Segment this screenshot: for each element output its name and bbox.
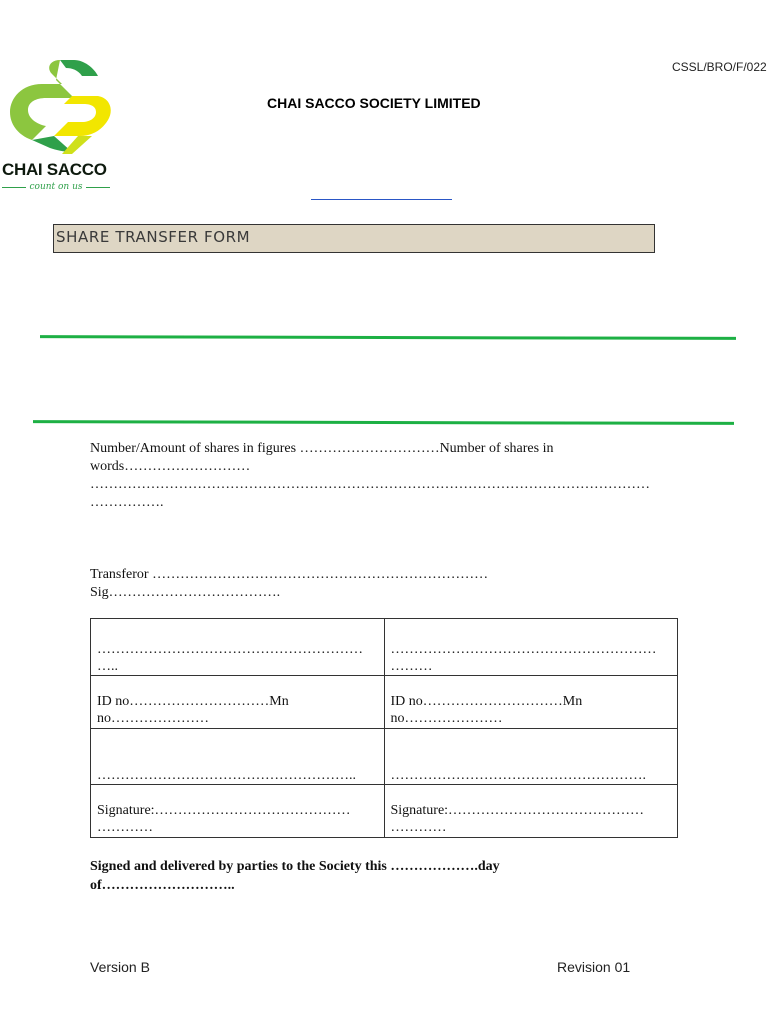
form-title-box <box>53 224 655 253</box>
table-row <box>91 785 678 838</box>
shares-words-line: words……………………… <box>90 459 251 474</box>
shares-figures-line: Number/Amount of shares in figures …………………………Number of shares in <box>90 441 554 456</box>
cell-line: ………………………………………………… <box>390 642 657 657</box>
green-divider-top <box>40 335 736 340</box>
signed-delivered-statement <box>90 857 500 895</box>
form-title: SHARE TRANSFER FORM <box>56 228 251 246</box>
table-row <box>91 619 678 676</box>
logo-tagline: count on us <box>29 182 83 192</box>
tagline-rule-right <box>86 187 110 188</box>
blank-link-underline[interactable] <box>311 199 452 200</box>
table-cell-blank-right <box>384 729 678 785</box>
cell-line: ….. <box>97 659 118 674</box>
document-code: CSSL/BRO/F/022 <box>672 60 767 74</box>
cell-line: ID no…………………………Mn <box>97 694 289 709</box>
cell-line: ……… <box>390 659 433 674</box>
footer-version: Version B <box>90 959 150 975</box>
table-cell-id-left <box>91 676 385 729</box>
green-divider-bottom <box>33 420 734 425</box>
signed-line-end: of……………………….. <box>90 878 235 893</box>
shares-blank-line: ………………………………………………………………………………………………………… <box>90 477 650 492</box>
shares-blank-line-end: ……………. <box>90 495 164 510</box>
transferor-section <box>90 566 488 602</box>
table-cell-id-right <box>384 676 678 729</box>
cell-line: no………………… <box>390 711 503 726</box>
company-title: CHAI SACCO SOCIETY LIMITED <box>267 95 481 111</box>
cell-line: Signature:…………………………………… <box>97 803 351 818</box>
cell-line: ………………………………………………. <box>390 768 646 783</box>
table-cell-name-right <box>384 619 678 676</box>
tagline-rule-left <box>2 187 26 188</box>
table-cell-signature-left <box>91 785 385 838</box>
cell-line: ………… <box>390 820 447 835</box>
cell-line: ……………………………………………….. <box>97 768 356 783</box>
table-cell-name-left <box>91 619 385 676</box>
logo-wordmark: CHAI SACCO <box>2 160 107 179</box>
transferor-line: Transferor ……………………………………………………………… <box>90 567 489 582</box>
table-row <box>91 729 678 785</box>
footer-revision: Revision 01 <box>557 959 631 975</box>
cell-line: Signature:…………………………………… <box>390 803 645 818</box>
logo-tagline-row <box>2 181 110 193</box>
table-cell-blank-left <box>91 729 385 785</box>
parties-signature-table <box>90 618 678 838</box>
cell-line: ………………………………………………… <box>97 642 363 657</box>
shares-section <box>90 440 650 512</box>
table-cell-signature-right <box>384 785 678 838</box>
cell-line: ID no…………………………Mn <box>390 694 583 709</box>
table-row <box>91 676 678 729</box>
cell-line: ………… <box>97 820 153 835</box>
signed-line: Signed and delivered by parties to the Society this ……………….day <box>90 859 500 874</box>
cell-line: no………………… <box>97 711 209 726</box>
transferor-sig-line: Sig………………………………. <box>90 585 281 600</box>
